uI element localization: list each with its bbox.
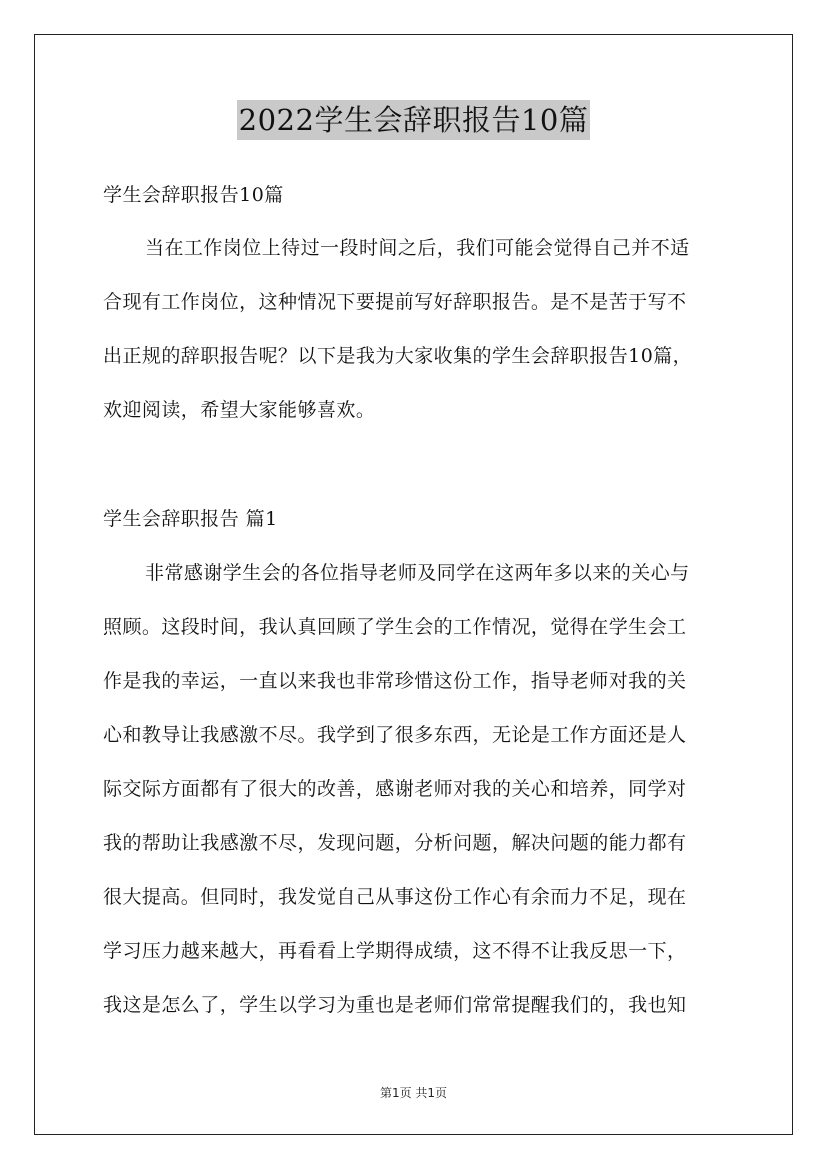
paragraph-line: 我的帮助让我感激不尽，发现问题，分析问题，解决问题的能力都有: [103, 832, 687, 854]
paragraph-line: 际交际方面都有了很大的改善，感谢老师对我的关心和培养，同学对: [103, 778, 687, 800]
paragraph-line: 欢迎阅读，希望大家能够喜欢。: [103, 399, 376, 421]
paragraph-line: 出正规的辞职报告呢？以下是我为大家收集的学生会辞职报告10篇，: [103, 345, 693, 367]
paragraph-line: 学习压力越来越大，再看看上学期得成绩，这不得不让我反思一下，: [103, 940, 687, 962]
paragraph-line: 当在工作岗位上待过一段时间之后，我们可能会觉得自己并不适: [145, 237, 690, 259]
paragraph-line: 非常感谢学生会的各位指导老师及同学在这两年多以来的关心与: [145, 562, 690, 584]
paragraph-line: 很大提高。但同时，我发觉自己从事这份工作心有余而力不足，现在: [103, 886, 687, 908]
section-heading: 学生会辞职报告 篇1: [103, 508, 278, 530]
title-container: [0, 100, 827, 140]
paragraph-line: 作是我的幸运，一直以来我也非常珍惜这份工作，指导老师对我的关: [103, 670, 687, 692]
document-subtitle: 学生会辞职报告10篇: [103, 184, 284, 206]
paragraph-line: 合现有工作岗位，这种情况下要提前写好辞职报告。是不是苦于写不: [103, 291, 687, 313]
document-title: 2022学生会辞职报告10篇: [237, 100, 591, 140]
paragraph-line: 我这是怎么了，学生以学习为重也是老师们常常提醒我们的，我也知: [103, 994, 687, 1016]
paragraph-line: 照顾。这段时间，我认真回顾了学生会的工作情况，觉得在学生会工: [103, 616, 687, 638]
paragraph-line: 心和教导让我感激不尽。我学到了很多东西，无论是工作方面还是人: [103, 724, 687, 746]
page-footer: 第1页 共1页: [379, 1086, 448, 1100]
